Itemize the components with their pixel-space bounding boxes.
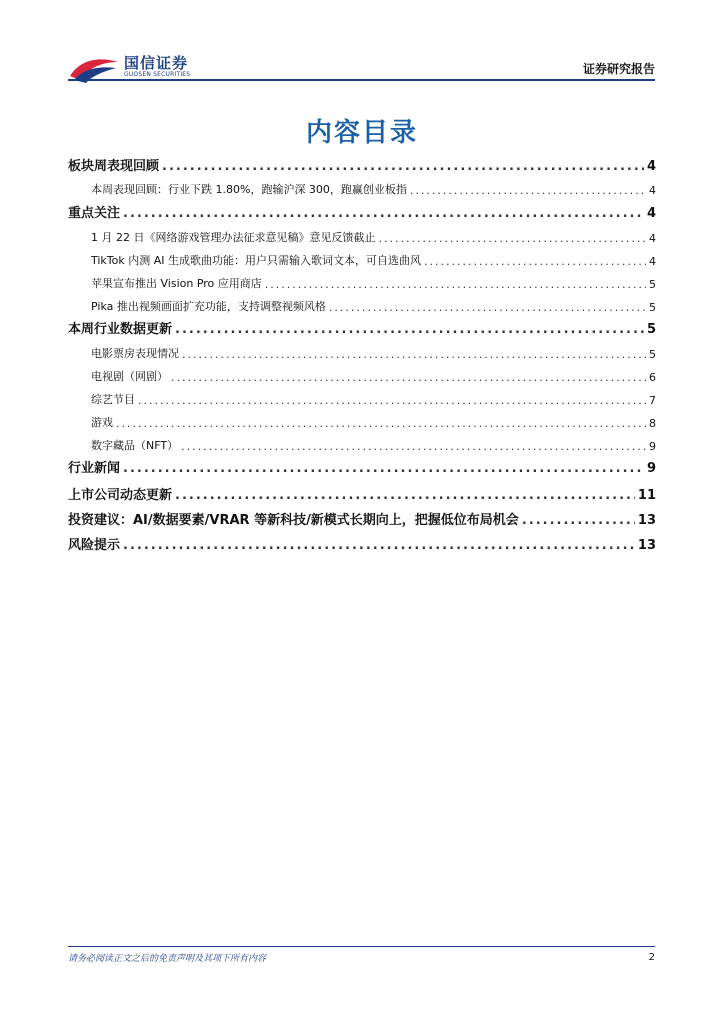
toc-entry[interactable] [68, 248, 656, 268]
report-type-label: 证券研究报告 [582, 62, 655, 76]
toc-entry[interactable] [68, 387, 656, 407]
toc-entry-text: 上市公司动态更新 [68, 488, 173, 503]
toc-entry-text: 风险提示 [68, 538, 121, 553]
toc-entry-text: 1 月 22 日《网络游戏管理办法征求意见稿》意见反馈截止 [91, 231, 376, 244]
toc-entry-text: 板块周表现回顾 [68, 159, 160, 174]
toc-leader-dots [175, 322, 644, 337]
toc-leader-dots [181, 440, 646, 453]
toc-entry[interactable] [68, 317, 656, 337]
toc-entry-text: 游戏 [91, 416, 113, 429]
toc-entry-text: 数字藏品（NFT） [91, 439, 179, 452]
toc-entry-text: 综艺节目 [91, 393, 135, 406]
toc-entry[interactable] [68, 508, 656, 528]
toc-entry[interactable] [68, 177, 656, 197]
toc-entry[interactable] [68, 154, 656, 174]
toc-entry-text: 投资建议：AI/数据要素/VRAR 等新科技/新模式长期向上，把握低位布局机会 [68, 513, 519, 528]
toc-title: 内容目录 [305, 118, 418, 148]
toc-leader-dots [378, 232, 646, 245]
toc-entry-text: Pika 推出视频画面扩充功能，支持调整视频风格 [91, 300, 326, 313]
toc-entry[interactable] [68, 433, 656, 453]
footer-divider [68, 946, 655, 947]
toc-entry[interactable] [68, 294, 656, 314]
toc-entry-page: 4 [649, 232, 656, 245]
toc-leader-dots [116, 417, 646, 430]
toc-entry-page: 13 [637, 538, 656, 553]
toc-leader-dots [175, 488, 635, 503]
toc-leader-dots [138, 394, 646, 407]
toc-entry-text: 本周表现回顾：行业下跌 1.80%，跑输沪深 300，跑赢创业板指 [91, 183, 407, 196]
toc-leader-dots [522, 513, 635, 528]
toc-entry[interactable] [68, 533, 656, 553]
page-header [0, 0, 724, 90]
toc-entry-page: 4 [649, 255, 656, 268]
toc-entry-page: 4 [646, 159, 656, 174]
toc-leader-dots [162, 159, 644, 174]
toc-leader-dots [123, 538, 635, 553]
toc-entry-text: 苹果宣布推出 Vision Pro 应用商店 [91, 277, 262, 290]
toc-leader-dots [329, 301, 646, 314]
toc-entry[interactable] [68, 456, 656, 476]
toc-entry-page: 5 [646, 322, 656, 337]
toc-entry-page: 5 [649, 301, 656, 314]
toc-entry[interactable] [68, 201, 656, 221]
toc-entry-page: 5 [649, 348, 656, 361]
toc-entry[interactable] [68, 364, 656, 384]
toc-entry-text: 本周行业数据更新 [68, 322, 173, 337]
toc-entry-page: 4 [646, 206, 656, 221]
toc-leader-dots [424, 255, 646, 268]
guosen-logo [68, 50, 198, 90]
toc-leader-dots [123, 206, 644, 221]
toc-entry-page: 9 [646, 461, 656, 476]
toc-entry-page: 9 [649, 440, 656, 453]
toc-entry-text: 电视剧（网剧） [91, 370, 168, 383]
disclaimer-note: 请务必阅读正文之后的免责声明及其项下所有内容 [68, 954, 267, 964]
toc-entry-page: 6 [649, 371, 656, 384]
header-divider [68, 79, 655, 81]
toc-entry-page: 13 [637, 513, 656, 528]
toc-entry-page: 11 [637, 488, 656, 503]
toc-leader-dots [265, 278, 646, 291]
page-number: 2 [648, 952, 655, 963]
toc-entry-page: 5 [649, 278, 656, 291]
logo-name-cn: 国信证券 [124, 54, 189, 72]
toc-leader-dots [182, 348, 646, 361]
toc-entry[interactable] [68, 271, 656, 291]
toc-leader-dots [171, 371, 646, 384]
toc-entry[interactable] [68, 483, 656, 503]
toc-entry-text: 重点关注 [68, 206, 121, 221]
toc-entry-page: 8 [649, 417, 656, 430]
toc-entry[interactable] [68, 225, 656, 245]
toc-entry-text: TikTok 内测 AI 生成歌曲功能：用户只需输入歌词文本，可自选曲风 [91, 254, 422, 267]
toc-entry-text: 行业新闻 [68, 461, 121, 476]
toc-entry-page: 7 [649, 394, 656, 407]
toc-entry[interactable] [68, 410, 656, 430]
toc-entry-page: 4 [649, 184, 656, 197]
logo-name-en: GUOSEN SECURITIES [124, 71, 191, 78]
toc-entry-text: 电影票房表现情况 [91, 347, 179, 360]
toc-entry[interactable] [68, 341, 656, 361]
toc-leader-dots [410, 184, 646, 197]
toc-leader-dots [123, 461, 644, 476]
